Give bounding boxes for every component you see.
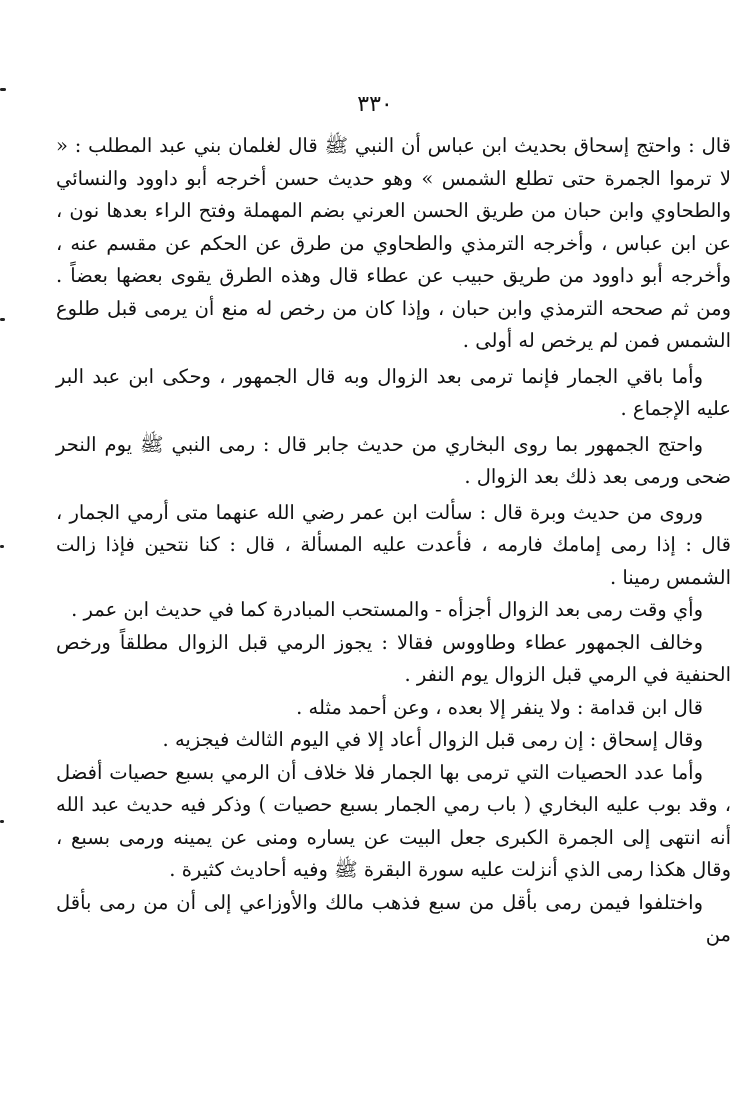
margin-mark — [0, 545, 4, 548]
margin-mark — [0, 318, 5, 321]
page-number: ٣٣٠ — [357, 92, 393, 117]
paragraph: وروى من حديث وبرة قال : سألت ابن عمر رضي الله عنهما متى أرمي الجمار ، قال : إذا رمى إمامك فارمه ، فأعدت عليه المسألة ، قال : كنا نتحين فإذا زالت الشمس رمينا . — [56, 500, 731, 589]
paragraph: وقال إسحاق : إن رمى قبل الزوال أعاد إلا في اليوم الثالث فيجزيه . — [162, 728, 703, 751]
paragraph: وخالف الجمهور عطاء وطاووس فقالا : يجوز الرمي قبل الزوال مطلقاً ورخص الحنفية في الرمي قبل الزوال يوم النفر . — [56, 630, 731, 686]
paragraph: واختلفوا فيمن رمى بأقل من سبع فذهب مالك والأوزاعي إلى أن من رمى بأقل من — [56, 890, 731, 946]
body-text — [56, 130, 731, 952]
paragraph: وأما باقي الجمار فإنما ترمى بعد الزوال وبه قال الجمهور ، وحكى ابن عبد البر عليه الإجماع . — [56, 364, 731, 420]
paragraph: وأما عدد الحصيات التي ترمى بها الجمار فلا خلاف أن الرمي بسبع حصيات أفضل ، وقد بوب عليه البخاري ( باب رمي الجمار بسبع حصيات ) وذكر فيه حديث عبد الله أنه انتهى إلى الجمرة الكبرى جعل البيت عن يساره ومنى عن يمينه ورمى بسبع ، وقال هكذا رمى الذي أنزلت عليه سورة البقرة ﷺ وفيه أحاديث كثيرة . — [56, 760, 731, 881]
paragraph: وأي وقت رمى بعد الزوال أجزأه - والمستحب المبادرة كما في حديث ابن عمر . — [71, 598, 703, 621]
margin-mark — [0, 820, 4, 823]
paragraph: قال ابن قدامة : ولا ينفر إلا بعده ، وعن أحمد مثله . — [296, 695, 703, 719]
paragraph: واحتج الجمهور بما روى البخاري من حديث جابر قال : رمى النبي ﷺ يوم النحر ضحى ورمى بعد ذلك بعد الزوال . — [56, 432, 731, 488]
margin-mark — [0, 88, 6, 91]
paragraph: قال : واحتج إسحاق بحديث ابن عباس أن النبي ﷺ قال لغلمان بني عبد المطلب : « لا ترموا الجمرة حتى تطلع الشمس » وهو حديث حسن أخرجه أبو داوود والنسائي والطحاوي وابن حبان من طريق الحسن العرني بضم المهملة وفتح الراء بعدها نون ، عن ابن عباس ، وأخرجه الترمذي والطحاوي من طرق عن الحكم عن مقسم عنه ، وأخرجه أبو داوود من طريق حبيب عن عطاء قال وهذه الطرق يقوى بعضها بعضاً . ومن ثم صححه الترمذي وابن حبان ، وإذا كان من رخص له منع أن يرمى قبل طلوع الشمس فمن لم يرخص له أولى . — [56, 134, 731, 352]
